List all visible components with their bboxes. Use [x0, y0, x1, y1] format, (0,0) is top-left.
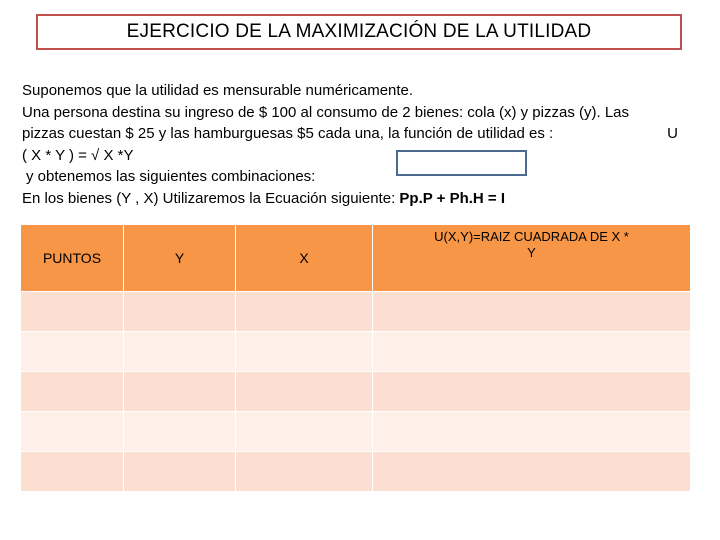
- table-cell[interactable]: [124, 292, 236, 332]
- utility-formula: ( X * Y ) = √ X *Y: [22, 146, 134, 164]
- statement-line-2: Una persona destina su ingreso de $ 100 al consumo de 2 bienes: cola (x) y pizzas (y). Las: [22, 103, 630, 121]
- table-cell[interactable]: [21, 372, 124, 412]
- statement-line-6-text: En los bienes (Y , X) Utilizaremos la Ecuación siguiente:: [22, 189, 400, 207]
- header-x: X: [236, 225, 373, 292]
- statement-line-3-u: U: [667, 125, 678, 142]
- table-row: [21, 292, 691, 332]
- table-row: [21, 412, 691, 452]
- header-utility: [373, 225, 691, 292]
- statement-line-5: y obtenemos las siguientes combinaciones:: [26, 168, 316, 185]
- combinations-table: [20, 224, 691, 492]
- table-row: [21, 452, 691, 492]
- table-cell[interactable]: [124, 452, 236, 492]
- slide-title-text: EJERCICIO DE LA MAXIMIZACIÓN DE LA UTILIDAD: [126, 21, 592, 42]
- table-cell[interactable]: [373, 292, 691, 332]
- table-cell[interactable]: [236, 332, 373, 372]
- table-cell[interactable]: [124, 332, 236, 372]
- statement-line-3: [22, 123, 682, 145]
- budget-equation: Pp.P + Ph.H = I: [399, 189, 505, 207]
- table-cell[interactable]: [124, 412, 236, 452]
- table-cell[interactable]: [124, 372, 236, 412]
- statement-line-6: [22, 188, 682, 210]
- table-cell[interactable]: [236, 412, 373, 452]
- slide-title: [36, 14, 682, 50]
- statement-line-3-text: pizzas cuestan $ 25 y las hamburguesas $5 cada una, la función de utilidad es :: [22, 125, 554, 142]
- table-cell[interactable]: [236, 452, 373, 492]
- table-cell[interactable]: [236, 372, 373, 412]
- table-cell[interactable]: [21, 332, 124, 372]
- table-header-row: [21, 225, 691, 292]
- table-cell[interactable]: [236, 292, 373, 332]
- table-row: [21, 372, 691, 412]
- table-cell[interactable]: [373, 452, 691, 492]
- table-cell[interactable]: [21, 412, 124, 452]
- table-cell[interactable]: [21, 292, 124, 332]
- header-puntos: PUNTOS: [21, 225, 124, 292]
- statement-line-1: Suponemos que la utilidad es mensurable numéricamente.: [22, 82, 414, 99]
- answer-input-box[interactable]: [396, 150, 527, 176]
- problem-statement: [22, 80, 682, 209]
- table-cell[interactable]: [373, 412, 691, 452]
- header-utility-text: U(X,Y)=RAIZ CUADRADA DE X * Y: [434, 229, 629, 260]
- table-cell[interactable]: [373, 372, 691, 412]
- table-row: [21, 332, 691, 372]
- header-y: Y: [124, 225, 236, 292]
- table-cell[interactable]: [373, 332, 691, 372]
- table-cell[interactable]: [21, 452, 124, 492]
